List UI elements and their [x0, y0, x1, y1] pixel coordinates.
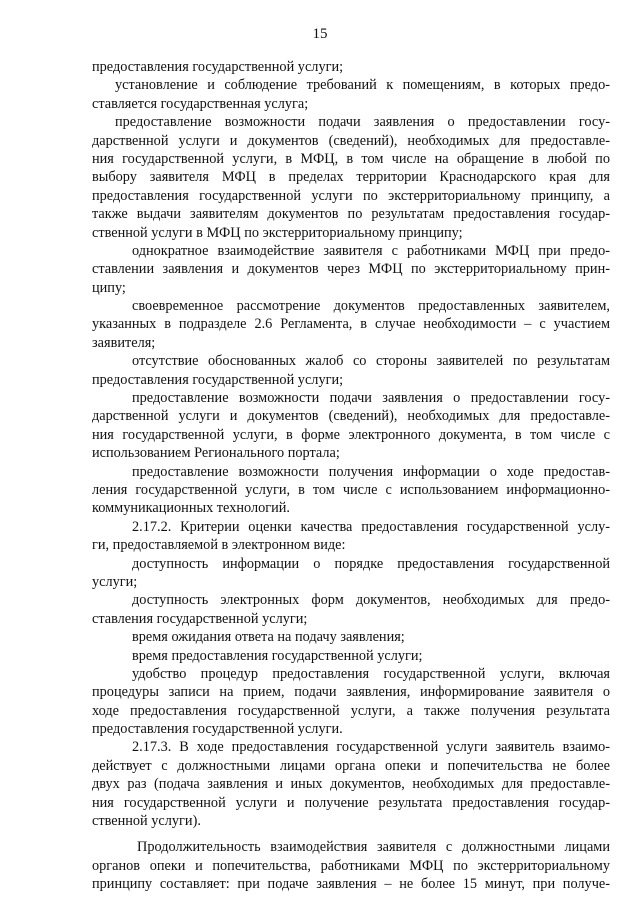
text-line: отсутствие обоснованных жалоб со стороны заявителей по результатам — [132, 353, 610, 370]
text-line: коммуникационных технологий. — [92, 500, 290, 517]
text-line: однократное взаимодействие заявителя с работниками МФЦ при предо- — [132, 242, 610, 259]
text-line: ления государственной услуги, в том числе с использованием информационно- — [92, 481, 610, 498]
text-line: ния государственной услуги и получение результата предоставления государ- — [92, 794, 610, 811]
text-line: время ожидания ответа на подачу заявления; — [132, 629, 405, 646]
text-line: предоставление возможности подачи заявления о предоставлении госу- — [132, 390, 610, 407]
text-line: своевременное рассмотрение документов предоставленных заявителем, — [132, 298, 610, 315]
text-line: двух раз (подача заявления и иных документов, необходимых для предоставле- — [92, 776, 610, 793]
text-line: ципу; — [92, 279, 126, 296]
text-line: предоставление возможности получения информации о ходе предостав- — [132, 463, 610, 480]
text-line: ги, предоставляемой в электронном виде: — [92, 537, 346, 554]
text-line: удобство процедур предоставления государственной услуги, включая — [132, 665, 610, 682]
text-line: доступность электронных форм документов, необходимых для предо- — [132, 592, 610, 609]
text-line: установление и соблюдение требований к помещениям, в которых предо- — [115, 77, 610, 94]
text-line: выбору заявителя МФЦ в пределах территории Краснодарского края для — [92, 169, 610, 186]
text-line: доступность информации о порядке предоставления государственной — [132, 555, 610, 572]
text-line: 2.17.3. В ходе предоставления государственной услуги заявитель взаимо- — [132, 739, 610, 756]
text-line: действует с должностными лицами органа опеки и попечительства не более — [92, 757, 610, 774]
text-line: предоставления государственной услуги. — [92, 721, 343, 738]
text-line: 2.17.2. Критерии оценки качества предоставления государственной услу- — [132, 518, 610, 535]
text-line: ственной услуги в МФЦ по экстерриториальному принципу; — [92, 224, 463, 241]
text-line: Продолжительность взаимодействия заявителя с должностными лицами — [137, 839, 610, 856]
page-number: 15 — [312, 26, 328, 42]
text-line: предоставления государственной услуги; — [92, 371, 344, 388]
text-line: органов опеки и попечительства, работниками МФЦ по экстерриториальному — [92, 857, 610, 874]
text-line: указанных в подразделе 2.6 Регламента, в случае необходимости – с участием — [92, 316, 610, 333]
text-line: предоставления государственной услуги; — [92, 59, 344, 75]
text-line: ставлении заявления и документов через МФЦ по экстерриториальному прин- — [92, 261, 610, 278]
text-line: время предоставления государственной услуги; — [132, 647, 423, 664]
text-line: принципу составляет: при подаче заявления – не более 15 минут, при получе- — [92, 876, 610, 893]
text-line: заявителя; — [92, 334, 156, 351]
text-line: услуги; — [92, 573, 138, 590]
text-line: предоставления государственной услуги по экстерриториальному принципу, а — [92, 187, 610, 204]
text-line: дарственной услуги и документов (сведений), необходимых для предоставле- — [92, 132, 610, 149]
text-line: ставляется государственная услуга; — [92, 95, 309, 112]
text-line: предоставление возможности подачи заявления о предоставлении госу- — [115, 114, 610, 131]
text-line: использованием Регионального портала; — [92, 445, 340, 462]
text-line: процедуры записи на прием, подачи заявления, информирование заявителя о — [92, 684, 610, 701]
text-line: ходе предоставления государственной услуги, а также получения результата — [92, 702, 610, 719]
text-line: дарственной услуги и документов (сведений), необходимых для предоставле- — [92, 408, 610, 425]
text-line: ния государственной услуги, в МФЦ, в том числе на обращение в любой по — [92, 150, 610, 167]
text-line: также выдачи заявителям документов по результатам предоставления государ- — [92, 206, 610, 223]
text-line: ния государственной услуги, в форме электронного документа, в том числе с — [92, 426, 610, 443]
text-line: ственной услуги). — [92, 813, 201, 830]
text-line: ставления государственной услуги; — [92, 610, 308, 627]
document-body — [92, 58, 610, 894]
